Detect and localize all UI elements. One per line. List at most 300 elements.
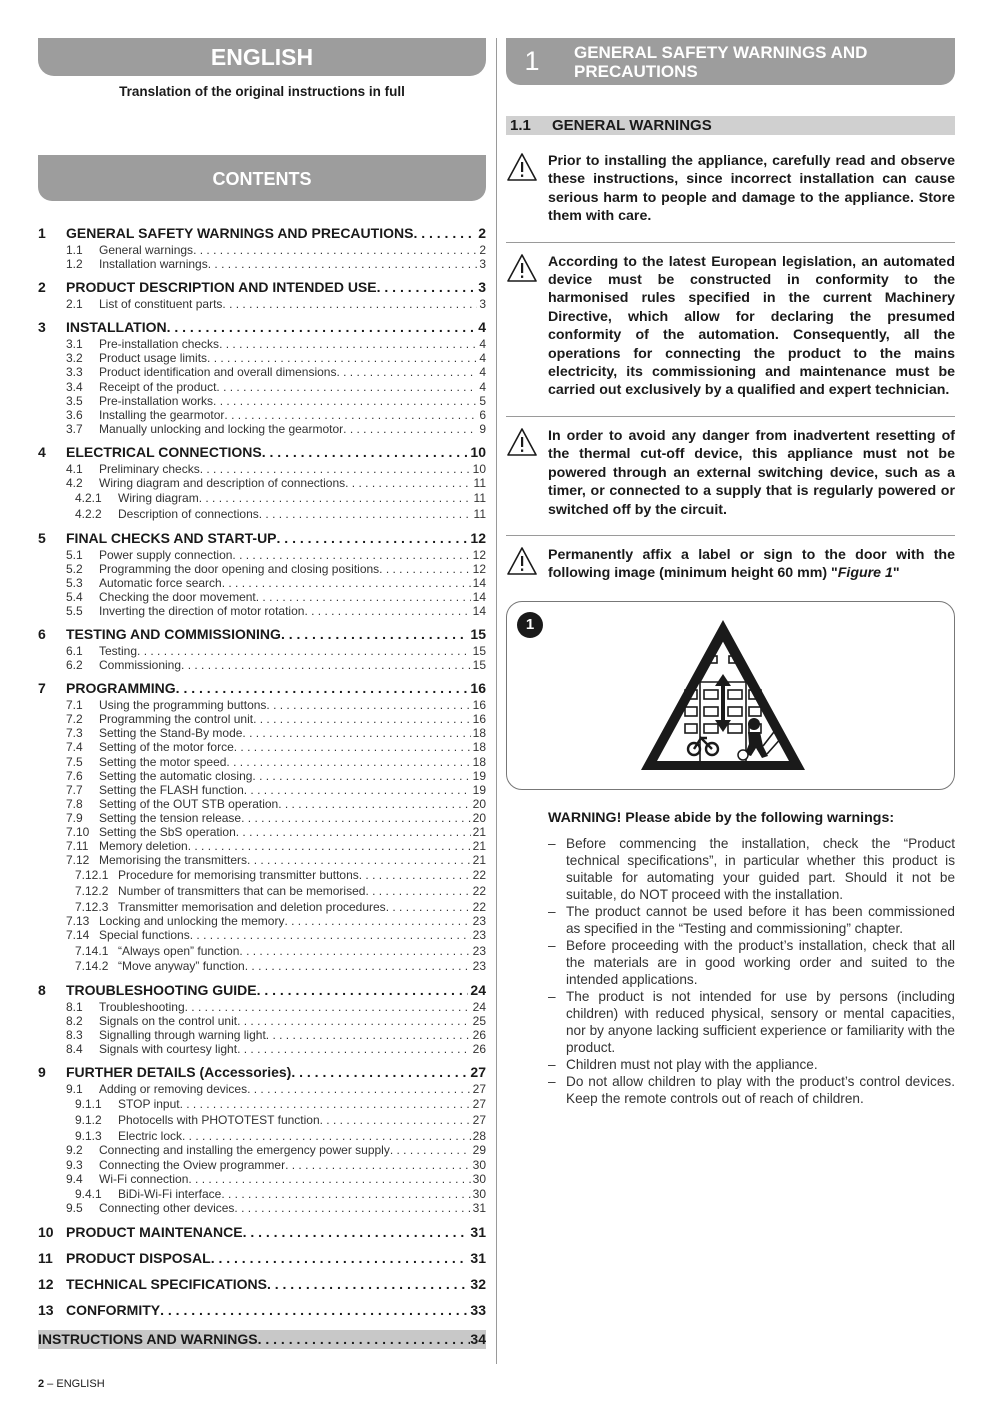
toc-leader-dots <box>208 257 478 271</box>
toc-entry-title: Product usage limits <box>99 351 208 366</box>
toc-entry-9-2[interactable] <box>38 1143 486 1157</box>
toc-entry-9-1-2[interactable] <box>38 1112 486 1128</box>
toc-leader-dots <box>343 422 477 436</box>
toc-entry-page: 2 <box>478 225 486 241</box>
toc-entry-number: 7.2 <box>66 712 83 727</box>
toc-entry-page: 12 <box>470 529 486 546</box>
bullet-dash: – <box>548 937 556 953</box>
toc-entry-title: “Move anyway” function <box>118 959 245 974</box>
toc-entry-page: 4 <box>479 379 486 394</box>
toc-entry-7-12-1[interactable] <box>38 867 486 883</box>
toc-entry-title: Pre-installation works <box>99 393 214 408</box>
toc-entry-number: 9 <box>38 1064 46 1081</box>
toc-entry-page: 25 <box>472 1014 486 1028</box>
contents-heading: CONTENTS <box>38 155 486 201</box>
toc-entry-11[interactable] <box>38 1248 486 1268</box>
warning-block <box>506 416 955 519</box>
toc-leader-dots <box>211 1248 469 1268</box>
toc-entry-13[interactable] <box>38 1300 486 1320</box>
toc-leader-dots <box>180 1096 471 1112</box>
toc-entry-number: 7.3 <box>66 726 83 741</box>
toc-leader-dots <box>222 297 477 311</box>
toc-entry-title: FINAL CHECKS AND START-UP <box>66 529 277 546</box>
toc-entry-title: Preliminary checks <box>99 461 200 476</box>
toc-entry-7-14-1[interactable] <box>38 943 486 959</box>
toc-leader-dots <box>234 1201 470 1215</box>
toc-entry-3[interactable] <box>38 317 486 337</box>
toc-entry-title: Manually unlocking and locking the gearmotor <box>99 421 344 436</box>
list-item <box>548 988 955 1056</box>
toc-entry-title: INSTALLATION <box>66 319 167 336</box>
toc-entry-title: PRODUCT MAINTENANCE <box>66 1223 243 1240</box>
list-item <box>548 1056 955 1073</box>
toc-entry-title: Wi-Fi connection <box>99 1171 189 1186</box>
toc-leader-dots <box>390 1143 471 1157</box>
toc-entry-page: 30 <box>472 1171 486 1186</box>
toc-leader-dots <box>137 644 471 658</box>
toc-leader-dots <box>247 1082 471 1096</box>
toc-entry-5-5[interactable] <box>38 604 486 618</box>
toc-entry-9-4[interactable] <box>38 1172 486 1186</box>
toc-entry-page: 18 <box>472 726 486 741</box>
toc-entry-number: 1.1 <box>66 243 83 257</box>
toc-entry-number: 9.1.3 <box>75 1128 102 1143</box>
toc-entry-1-1[interactable] <box>38 243 486 257</box>
toc-entry-number: 4.2.1 <box>75 491 102 506</box>
toc-entry-number: 7.13 <box>66 914 90 929</box>
toc-entry-3-7[interactable] <box>38 422 486 436</box>
toc-entry-number: 9.1.1 <box>75 1097 102 1112</box>
toc-entry-title: Commissioning <box>99 658 182 673</box>
toc-leader-dots <box>247 853 471 867</box>
warning-block <box>506 535 955 583</box>
toc-entry-7-6[interactable] <box>38 769 486 783</box>
section-title: GENERAL WARNINGS <box>552 117 712 134</box>
toc-entry-title: Photocells with PHOTOTEST function <box>118 1113 320 1128</box>
toc-instructions-row[interactable] <box>38 1330 486 1349</box>
figure-number-badge: 1 <box>517 612 543 638</box>
toc-entry-page: 4 <box>479 351 486 366</box>
toc-entry-2-1[interactable] <box>38 297 486 311</box>
toc-entry-title: TECHNICAL SPECIFICATIONS <box>66 1275 267 1292</box>
toc-entry-title: ELECTRICAL CONNECTIONS <box>66 443 262 460</box>
toc-entry-5-1[interactable] <box>38 548 486 562</box>
toc-entry-page: 30 <box>472 1186 486 1201</box>
toc-entry-7-4[interactable] <box>38 740 486 754</box>
toc-entry-page: 33 <box>470 1301 486 1318</box>
toc-entry-page: 24 <box>472 999 486 1014</box>
toc-leader-dots <box>359 867 471 883</box>
toc-entry-title: Wiring diagram and description of connections <box>99 476 346 491</box>
column-divider <box>496 38 497 1364</box>
toc-leader-dots <box>237 1042 471 1056</box>
warning-text <box>548 546 955 583</box>
label-warning-end: " <box>892 565 900 582</box>
toc-entry-9-5[interactable] <box>38 1201 486 1215</box>
toc-entry-number: 9.2 <box>66 1143 83 1158</box>
toc-leader-dots <box>253 712 471 726</box>
toc-instructions-title: INSTRUCTIONS AND WARNINGS <box>38 1331 258 1347</box>
toc-entry-3-1[interactable] <box>38 337 486 351</box>
toc-entry-number: 4.2.2 <box>75 506 102 521</box>
toc-leader-dots <box>236 825 471 839</box>
toc-leader-dots <box>160 1300 468 1320</box>
toc-entry-title: “Always open” function <box>118 943 240 958</box>
toc-entry-5-2[interactable] <box>38 562 486 576</box>
toc-entry-3-5[interactable] <box>38 394 486 408</box>
toc-entry-number: 3.3 <box>66 365 83 380</box>
warning-triangle-icon <box>506 152 548 226</box>
toc-entry-page: 10 <box>470 443 486 460</box>
toc-entry-6[interactable] <box>38 624 486 644</box>
bullet-dash: – <box>548 1073 556 1089</box>
toc-entry-title: Signals with courtesy light <box>99 1042 238 1057</box>
toc-entry-page: 15 <box>472 658 486 673</box>
toc-entry-title: Setting the SbS operation <box>99 825 236 839</box>
toc-entry-number: 7 <box>38 680 46 697</box>
toc-entry-5-4[interactable] <box>38 590 486 604</box>
toc-entry-4[interactable] <box>38 442 486 462</box>
toc-leader-dots <box>345 476 471 490</box>
toc-entry-title: Signals on the control unit <box>99 1014 238 1028</box>
toc-entry-page: 9 <box>479 421 486 436</box>
toc-entry-7-12-3[interactable] <box>38 899 486 915</box>
toc-entry-page: 24 <box>470 981 486 998</box>
toc-leader-dots <box>379 562 470 576</box>
warning-bullet-list <box>548 835 955 1107</box>
table-of-contents <box>38 223 486 1320</box>
toc-entry-7-2[interactable] <box>38 712 486 726</box>
toc-entry-8-1[interactable] <box>38 1000 486 1014</box>
toc-entry-7-1[interactable] <box>38 698 486 712</box>
toc-entry-title: Number of transmitters that can be memorised <box>118 883 366 898</box>
toc-entry-number: 5.1 <box>66 547 83 562</box>
toc-entry-number: 10 <box>38 1223 54 1240</box>
toc-entry-title: FURTHER DETAILS (Accessories) <box>66 1064 292 1081</box>
toc-leader-dots <box>188 839 471 853</box>
toc-entry-6-2[interactable] <box>38 658 486 672</box>
warning-triangle-icon <box>506 546 548 583</box>
toc-leader-dots <box>239 943 470 959</box>
toc-entry-number: 6.1 <box>66 643 83 658</box>
toc-entry-page: 12 <box>472 561 486 576</box>
toc-entry-title: TROUBLESHOOTING GUIDE <box>66 981 257 998</box>
toc-entry-page: 31 <box>470 1223 486 1240</box>
toc-entry-page: 31 <box>472 1201 486 1216</box>
toc-entry-title: Transmitter memorisation and deletion procedures <box>118 899 386 914</box>
bullet-dash: – <box>548 835 556 851</box>
toc-leader-dots <box>216 380 477 394</box>
toc-entry-page: 3 <box>479 257 486 272</box>
toc-entry-7-14-2[interactable] <box>38 958 486 974</box>
toc-entry-page: 27 <box>472 1082 486 1097</box>
toc-entry-number: 5 <box>38 529 46 546</box>
warning-block <box>506 152 955 226</box>
toc-entry-number: 1.2 <box>66 257 83 272</box>
toc-entry-7[interactable] <box>38 678 486 698</box>
toc-entry-number: 7.12.1 <box>75 868 109 883</box>
bullet-text: Before commencing the installation, check the “Product technical specifications”, in particular whether this product is suitable for automating your guided part. Should it not be suitable, do NOT proceed with the installation. <box>566 835 955 902</box>
label-warning-text: Permanently affix a label or sign to the door with the following image (minimum height 60 mm) " <box>548 546 955 582</box>
bullet-dash: – <box>548 988 556 1004</box>
toc-leader-dots <box>386 899 471 915</box>
toc-entry-page: 20 <box>472 810 486 825</box>
toc-entry-8[interactable] <box>38 980 486 1000</box>
toc-entry-1[interactable] <box>38 223 486 243</box>
toc-leader-dots <box>224 408 477 422</box>
toc-entry-page: 23 <box>472 914 486 929</box>
toc-entry-8-3[interactable] <box>38 1028 486 1042</box>
toc-leader-dots <box>277 528 469 548</box>
toc-entry-number: 3.1 <box>66 337 83 352</box>
toc-entry-title: Receipt of the product <box>99 379 217 394</box>
toc-entry-number: 8.3 <box>66 1028 83 1043</box>
toc-entry-page: 32 <box>470 1275 486 1292</box>
toc-entry-10[interactable] <box>38 1222 486 1242</box>
toc-entry-title: Pre-installation checks <box>99 337 220 352</box>
toc-leader-dots <box>257 980 469 1000</box>
toc-entry-6-1[interactable] <box>38 644 486 658</box>
warning-block <box>506 242 955 400</box>
toc-entry-title: General warnings <box>99 243 194 257</box>
toc-entry-page: 28 <box>472 1128 486 1143</box>
warning-heading: WARNING! Please abide by the following warnings: <box>548 809 895 826</box>
toc-instructions-page: 34 <box>470 1331 486 1347</box>
toc-entry-7-14[interactable] <box>38 928 486 942</box>
figure-reference: Figure 1 <box>837 565 893 582</box>
toc-entry-number: 4.1 <box>66 461 83 476</box>
toc-entry-title: Adding or removing devices <box>99 1082 248 1097</box>
toc-leader-dots <box>232 548 470 562</box>
toc-leader-dots <box>243 1222 469 1242</box>
toc-entry-number: 8.1 <box>66 999 83 1014</box>
language-banner: ENGLISH <box>38 38 486 76</box>
toc-entry-title: GENERAL SAFETY WARNINGS AND PRECAUTIONS <box>66 225 414 241</box>
toc-entry-number: 5.5 <box>66 603 83 618</box>
toc-entry-8-4[interactable] <box>38 1042 486 1056</box>
toc-entry-12[interactable] <box>38 1274 486 1294</box>
toc-leader-dots <box>365 883 470 899</box>
toc-entry-page: 4 <box>478 319 486 336</box>
toc-entry-title: Signalling through warning light <box>99 1028 266 1043</box>
toc-leader-dots <box>304 604 470 618</box>
page-footer <box>38 1378 105 1390</box>
toc-entry-title: Electric lock <box>118 1128 183 1143</box>
toc-entry-number: 9.5 <box>66 1201 83 1216</box>
toc-entry-number: 5.2 <box>66 561 83 576</box>
toc-entry-page: 26 <box>472 1028 486 1043</box>
toc-leader-dots <box>262 442 469 462</box>
page-number: 2 <box>38 1378 45 1390</box>
toc-entry-7-13[interactable] <box>38 914 486 928</box>
toc-entry-number: 7.14.1 <box>75 943 109 958</box>
toc-entry-title: PROGRAMMING <box>66 680 176 697</box>
toc-entry-3-6[interactable] <box>38 408 486 422</box>
toc-entry-4-2[interactable] <box>38 476 486 490</box>
toc-entry-number: 9.4 <box>66 1171 83 1186</box>
toc-leader-dots <box>241 811 471 825</box>
toc-entry-page: 22 <box>472 899 486 914</box>
toc-entry-7-12[interactable] <box>38 853 486 867</box>
toc-entry-page: 3 <box>479 297 486 312</box>
toc-entry-number: 13 <box>38 1301 54 1318</box>
toc-entry-number: 7.4 <box>66 740 83 755</box>
toc-leader-dots <box>281 624 468 644</box>
toc-entry-page: 4 <box>479 365 486 380</box>
toc-entry-title: Memory deletion <box>99 839 188 854</box>
toc-entry-page: 14 <box>472 603 486 618</box>
toc-entry-number: 7.5 <box>66 754 83 769</box>
toc-leader-dots <box>320 1112 471 1128</box>
toc-entry-page: 21 <box>472 839 486 854</box>
toc-entry-title: Connecting the Oview programmer <box>99 1157 286 1172</box>
toc-entry-7-9[interactable] <box>38 811 486 825</box>
toc-entry-number: 11 <box>38 1249 53 1266</box>
toc-entry-page: 6 <box>479 407 486 422</box>
toc-entry-title: Wiring diagram <box>118 491 199 506</box>
toc-leader-dots <box>252 769 470 783</box>
toc-entry-page: 23 <box>472 943 486 958</box>
toc-entry-page: 20 <box>472 796 486 811</box>
toc-leader-dots <box>266 1028 471 1042</box>
toc-entry-number: 5.3 <box>66 575 83 590</box>
toc-entry-title: Locking and unlocking the memory <box>99 914 285 929</box>
toc-entry-page: 12 <box>472 547 486 562</box>
warning-text: Prior to installing the appliance, carefully read and observe these instructions, since incorrect installation can cause serious harm to people and damage to the appliance. Store them with care. <box>548 153 955 225</box>
toc-leader-dots <box>284 914 470 928</box>
toc-entry-page: 21 <box>472 853 486 868</box>
toc-leader-dots <box>259 506 472 522</box>
toc-leader-dots <box>221 1186 470 1202</box>
toc-entry-7-12-2[interactable] <box>38 883 486 899</box>
toc-leader-dots <box>213 394 477 408</box>
toc-entry-page: 15 <box>470 625 486 642</box>
toc-entry-number: 4 <box>38 443 46 460</box>
toc-entry-title: List of constituent parts <box>99 297 223 312</box>
toc-entry-9-3[interactable] <box>38 1158 486 1172</box>
toc-entry-9-4-1[interactable] <box>38 1186 486 1202</box>
toc-entry-title: Description of connections <box>118 506 259 521</box>
toc-leader-dots <box>245 958 471 974</box>
toc-entry-number: 9.3 <box>66 1157 83 1172</box>
toc-entry-title: Troubleshooting <box>99 999 185 1014</box>
bullet-dash: – <box>548 1056 556 1072</box>
toc-entry-number: 7.14.2 <box>75 959 109 974</box>
toc-entry-9-1[interactable] <box>38 1082 486 1096</box>
toc-entry-number: 7.1 <box>66 698 83 713</box>
toc-entry-9-1-3[interactable] <box>38 1128 486 1144</box>
toc-leader-dots <box>244 783 471 797</box>
toc-entry-number: 3.7 <box>66 421 83 436</box>
toc-entry-7-8[interactable] <box>38 797 486 811</box>
figure-1-box <box>506 601 955 790</box>
toc-entry-title: Setting the tension release <box>99 810 242 825</box>
toc-leader-dots <box>377 277 477 297</box>
toc-entry-7-3[interactable] <box>38 726 486 740</box>
toc-entry-page: 27 <box>472 1113 486 1128</box>
toc-entry-2[interactable] <box>38 277 486 297</box>
toc-entry-number: 3.5 <box>66 393 83 408</box>
toc-leader-dots <box>266 698 470 712</box>
toc-entry-title: Connecting and installing the emergency power supply <box>99 1143 390 1158</box>
toc-entry-page: 18 <box>472 740 486 755</box>
toc-entry-number: 3.6 <box>66 407 83 422</box>
toc-leader-dots <box>193 243 477 257</box>
toc-entry-title: Checking the door movement <box>99 589 256 604</box>
section-number: 1.1 <box>510 117 531 134</box>
toc-leader-dots <box>199 490 472 506</box>
toc-entry-number: 9.4.1 <box>75 1186 102 1201</box>
toc-entry-title: CONFORMITY <box>66 1301 161 1318</box>
toc-entry-4-2-1[interactable] <box>38 490 486 506</box>
toc-entry-7-7[interactable] <box>38 783 486 797</box>
toc-entry-9[interactable] <box>38 1062 486 1082</box>
toc-entry-number: 6 <box>38 625 46 642</box>
toc-entry-1-2[interactable] <box>38 257 486 271</box>
toc-leader-dots <box>176 678 469 698</box>
toc-entry-page: 18 <box>472 754 486 769</box>
toc-entry-number: 8.4 <box>66 1042 83 1057</box>
toc-entry-title: TESTING AND COMMISSIONING <box>66 625 281 642</box>
toc-entry-number: 7.11 <box>66 839 89 854</box>
toc-entry-page: 27 <box>472 1097 486 1112</box>
toc-entry-3-4[interactable] <box>38 380 486 394</box>
warning-triangle-icon <box>506 427 548 519</box>
toc-entry-5-3[interactable] <box>38 576 486 590</box>
toc-entry-page: 29 <box>472 1143 486 1158</box>
toc-entry-title: Setting the automatic closing <box>99 768 253 783</box>
toc-entry-page: 27 <box>470 1064 486 1081</box>
toc-entry-page: 14 <box>472 589 486 604</box>
toc-leader-dots <box>207 351 477 365</box>
toc-entry-9-1-1[interactable] <box>38 1096 486 1112</box>
toc-entry-page: 11 <box>473 506 486 521</box>
toc-entry-title: Product identification and overall dimensions <box>99 365 337 380</box>
toc-entry-4-2-2[interactable] <box>38 506 486 522</box>
toc-entry-3-3[interactable] <box>38 365 486 379</box>
toc-entry-title: Inverting the direction of motor rotation <box>99 603 305 618</box>
list-item <box>548 937 955 988</box>
toc-entry-title: Programming the control unit <box>99 712 254 727</box>
toc-entry-page: 22 <box>472 883 486 898</box>
chapter-title: GENERAL SAFETY WARNINGS AND PRECAUTIONS <box>574 42 868 81</box>
toc-entry-5[interactable] <box>38 528 486 548</box>
toc-leader-dots <box>413 223 476 243</box>
toc-entry-3-2[interactable] <box>38 351 486 365</box>
toc-entry-number: 3.2 <box>66 351 83 366</box>
toc-entry-7-5[interactable] <box>38 755 486 769</box>
toc-entry-title: Power supply connection <box>99 547 233 562</box>
toc-entry-title: STOP input <box>118 1097 180 1112</box>
toc-entry-number: 3.4 <box>66 379 83 394</box>
toc-entry-number: 7.12 <box>66 853 90 868</box>
toc-entry-page: 26 <box>472 1042 486 1057</box>
toc-entry-number: 7.6 <box>66 768 83 783</box>
bullet-dash: – <box>548 903 556 919</box>
toc-entry-4-1[interactable] <box>38 462 486 476</box>
bullet-text: Before proceeding with the product’s installation, check that all the materials are in good working order and suited to the intended applications. <box>566 937 955 987</box>
toc-entry-8-2[interactable] <box>38 1014 486 1028</box>
toc-entry-page: 19 <box>472 782 486 797</box>
toc-entry-title: Using the programming buttons <box>99 698 267 713</box>
toc-entry-7-10[interactable] <box>38 825 486 839</box>
toc-entry-title: Procedure for memorising transmitter buttons <box>118 868 359 883</box>
toc-entry-number: 5.4 <box>66 589 83 604</box>
toc-entry-7-11[interactable] <box>38 839 486 853</box>
toc-entry-title: Automatic force search <box>99 575 222 590</box>
toc-entry-title: Setting of the motor force <box>99 740 234 755</box>
toc-entry-title: Setting the FLASH function <box>99 782 244 797</box>
